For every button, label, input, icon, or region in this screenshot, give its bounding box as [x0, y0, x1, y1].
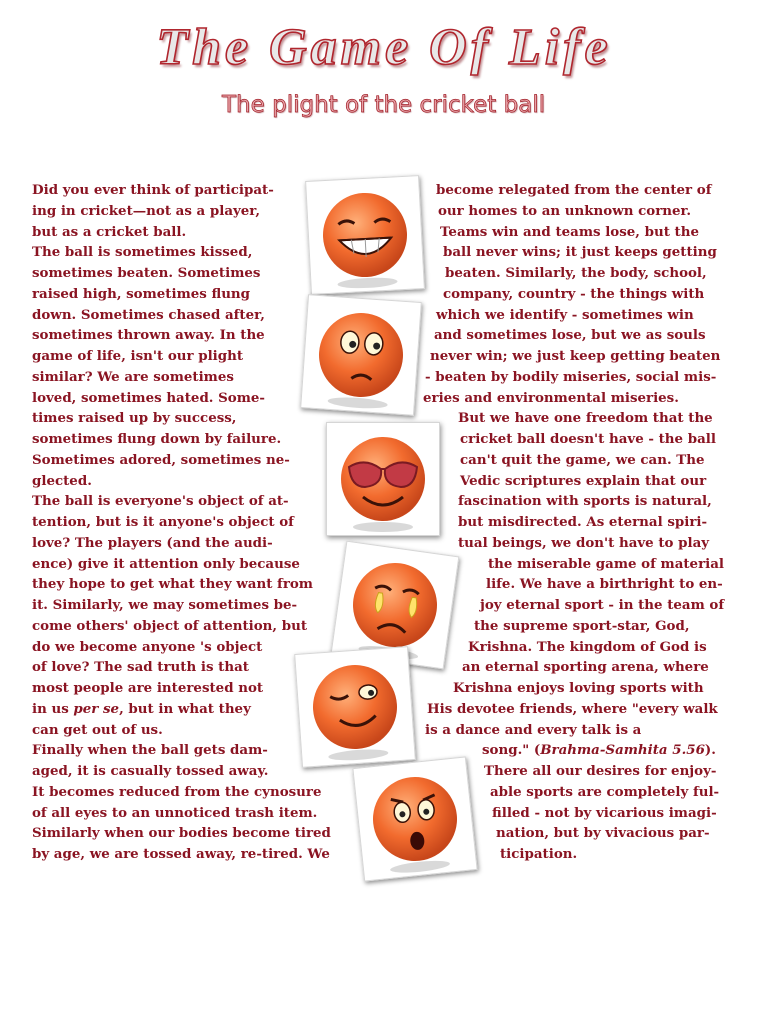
left-text-line: love? The players (and the audi-: [32, 534, 273, 551]
left-text-line: loved, sometimes hated. Some-: [32, 389, 265, 406]
right-text-line: nation, but by vivacious par-: [496, 825, 710, 842]
right-text-line: life. We have a birthright to en-: [486, 576, 723, 593]
left-text-line: do we become anyone 's object: [32, 638, 263, 655]
left-text-line: glected.: [32, 472, 92, 489]
right-text-line: cricket ball doesn't have - the ball: [460, 431, 716, 447]
right-text-line: is a dance and every talk is a: [425, 721, 642, 738]
left-text-line: they hope to get what they want from: [32, 576, 313, 593]
left-text-line: ence) give it attention only because: [32, 555, 300, 572]
left-text-line: aged, it is casually tossed away.: [32, 763, 269, 779]
left-text-line: Did you ever think of participat-: [32, 182, 274, 198]
right-text-line: become relegated from the center of: [436, 182, 712, 198]
left-text-line: can get out of us.: [32, 721, 163, 738]
shocked-ball-icon: [353, 757, 476, 880]
left-text-line: game of life, isn't our plight: [32, 348, 244, 364]
right-text-line: fascination with sports is natural,: [458, 493, 712, 510]
right-text-line: tual beings, we don't have to play: [458, 534, 710, 551]
page-subtitle: The plight of the cricket ball: [222, 92, 546, 118]
left-text-line: The ball is everyone's object of at-: [32, 493, 289, 510]
right-text-line: eries and environmental miseries.: [423, 389, 679, 406]
right-text-line: - beaten by bodily miseries, social mis-: [425, 368, 717, 385]
left-text-line: sometimes beaten. Sometimes: [32, 265, 261, 281]
right-text-line: but misdirected. As eternal spiri-: [458, 514, 708, 530]
right-text-line: Krishna enjoys loving sports with: [453, 680, 704, 696]
left-text-line: raised high, sometimes flung: [32, 285, 251, 302]
left-text-line: Similarly when our bodies become tired: [32, 825, 331, 842]
shocked-ball-card: [352, 756, 477, 881]
left-text-line: Finally when the ball gets dam-: [32, 742, 268, 759]
right-text-line: never win; we just keep getting beaten: [430, 348, 721, 364]
right-text-line: our homes to an unknown corner.: [438, 202, 692, 219]
sunglasses-ball-card: [326, 422, 440, 536]
right-text-line: beaten. Similarly, the body, school,: [445, 265, 707, 281]
right-text-line: ticipation.: [500, 846, 578, 862]
left-text-line: Sometimes adored, sometimes ne-: [32, 451, 290, 468]
right-text-line: His devotee friends, where "every walk: [427, 700, 718, 717]
right-text-line: company, country - the things with: [443, 285, 705, 302]
right-text-line: Teams win and teams lose, but the: [440, 223, 699, 240]
right-text-line: ball never wins; it just keeps getting: [443, 244, 717, 261]
left-text-line: it. Similarly, we may sometimes be-: [32, 597, 298, 613]
grinning-ball-card: [305, 175, 425, 295]
grinning-ball-icon: [306, 176, 424, 294]
winking-ball-icon: [295, 647, 415, 767]
left-text-line: of all eyes to an unnoticed trash item.: [32, 804, 318, 821]
right-text-line: There all our desires for enjoy-: [484, 763, 717, 779]
right-text-line: song." (Brahma-Samhita 5.56).: [482, 742, 716, 759]
worried-ball-icon: [301, 295, 421, 415]
left-text-line: sometimes thrown away. In the: [32, 327, 265, 344]
right-text-line: the supreme sport-star, God,: [474, 617, 690, 634]
right-text-line: joy eternal sport - in the team of: [480, 597, 725, 613]
left-text-line: down. Sometimes chased after,: [32, 306, 265, 323]
left-text-line: tention, but is it anyone's object of: [32, 514, 294, 530]
left-text-line: It becomes reduced from the cynosure: [32, 783, 322, 800]
right-text-line: which we identify - sometimes win: [436, 306, 694, 323]
left-text-line: ing in cricket—not as a player,: [32, 202, 261, 219]
left-text-line: most people are interested not: [32, 680, 264, 696]
right-text-line: an eternal sporting arena, where: [462, 659, 709, 676]
right-text-line: But we have one freedom that the: [458, 410, 713, 427]
left-text-line: sometimes flung down by failure.: [32, 431, 282, 447]
page-title: The Game Of Life: [156, 19, 612, 76]
left-text-line: times raised up by success,: [32, 410, 237, 427]
right-text-line: filled - not by vicarious imagi-: [492, 804, 717, 821]
right-text-line: Vedic scriptures explain that our: [460, 472, 707, 489]
right-text-line: Krishna. The kingdom of God is: [468, 638, 707, 655]
right-text-line: can't quit the game, we can. The: [460, 451, 705, 468]
left-text-line: but as a cricket ball.: [32, 223, 187, 240]
left-text-line: come others' object of attention, but: [32, 617, 308, 634]
winking-ball-card: [294, 646, 416, 768]
worried-ball-card: [300, 294, 422, 416]
right-text-line: able sports are completely ful-: [490, 783, 720, 800]
sunglasses-ball-icon: [327, 423, 439, 535]
right-text-line: the miserable game of material: [488, 555, 724, 572]
left-text-line: similar? We are sometimes: [32, 368, 234, 385]
left-text-line: The ball is sometimes kissed,: [32, 244, 253, 261]
right-text-line: and sometimes lose, but we as souls: [434, 327, 706, 344]
left-text-line: by age, we are tossed away, re-tired. We: [32, 846, 330, 862]
left-text-line: in us per se, but in what they: [32, 700, 251, 717]
left-text-line: of love? The sad truth is that: [32, 659, 249, 676]
